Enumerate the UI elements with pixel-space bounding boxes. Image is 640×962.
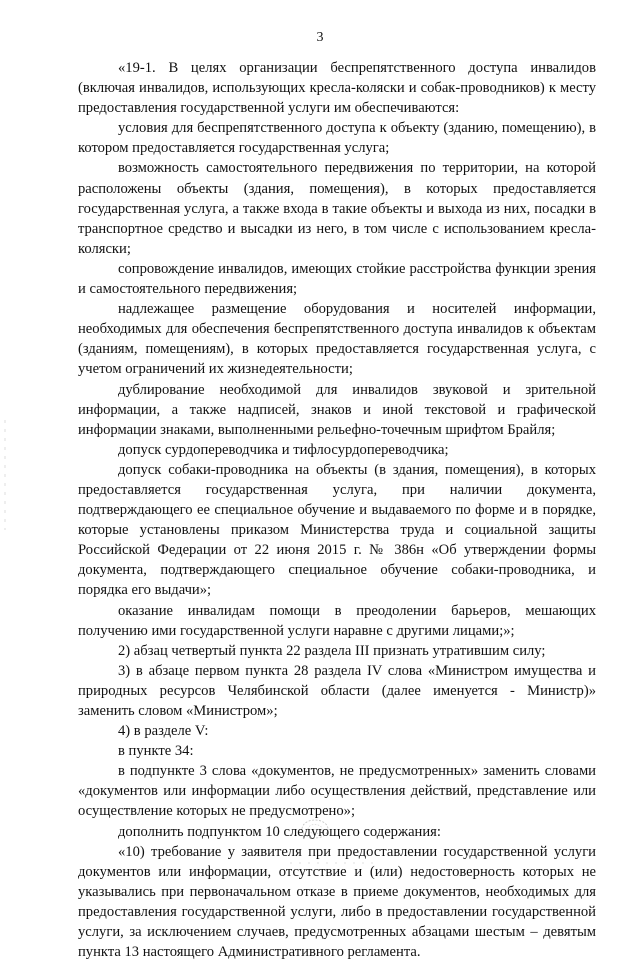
- paragraph-independent-movement: возможность самостоятельного передвижения по территории, на которой расположены объекты (здания, помещения), в которых предоставляется государственная услуга, а также входа в такие объекты и выхода из них, посадки в транспортное средство и высадки из него, в том числе с использованием кресла-коляски;: [78, 160, 596, 257]
- page-number: 3: [316, 30, 324, 45]
- paragraph-amendment-4: 4) в разделе V:: [118, 723, 209, 740]
- paragraph-add-subpoint-10: дополнить подпунктом 10 следующего содержания:: [118, 823, 441, 840]
- paragraph-barrier-assistance: оказание инвалидам помощи в преодолении барьеров, мешающих получению ими государственной услуги наравне с другими лицами;»;: [78, 602, 596, 639]
- margin-scan-mark-icon: [3, 420, 7, 530]
- paragraph-subpoint-3: в подпункте 3 слова «документов, не предусмотренных» заменить словами «документов или информации либо осуществления действий, представление или осуществление которых не предусмотрено»;: [78, 763, 596, 820]
- paragraph-sign-interpreter: допуск сурдопереводчика и тифлосурдопереводчика;: [118, 441, 449, 458]
- paragraph-amendment-3: 3) в абзаце первом пункта 28 раздела IV слова «Министром имущества и природных ресурсов Челябинской области (далее именуется - Министр)» заменить словом «Министром»;: [78, 662, 596, 719]
- scan-noise-icon: [290, 860, 380, 866]
- paragraph-point-34: в пункте 34:: [118, 743, 194, 760]
- document-body: [78, 58, 596, 962]
- stamp-mark-icon: [300, 818, 330, 840]
- paragraph-19-1-intro: «19-1. В целях организации беспрепятственного доступа инвалидов (включая инвалидов, использующих кресла-коляски и собак-проводников) к месту предоставления государственной услуги им обеспечиваются:: [78, 60, 596, 117]
- paragraph-amendment-2: 2) абзац четвертый пункта 22 раздела III признать утратившим силу;: [118, 642, 546, 659]
- paragraph-access-conditions: условия для беспрепятственного доступа к объекту (зданию, помещению), в котором предоставляется государственная услуга;: [78, 120, 596, 157]
- paragraph-information-duplication: дублирование необходимой для инвалидов звуковой и зрительной информации, а также надписей, знаков и иной текстовой и графической информации знаками, выполненными рельефно-точечным шрифтом Брайля;: [78, 381, 596, 438]
- paragraph-subpoint-10-text: «10) требование у заявителя при предоставлении государственной услуги документов или информации, отсутствие и (или) недостоверность которых не указывались при первоначальном отказе в приеме документов, необходимых для предоставления государственной услуги, либо в предоставлении государственной услуги, за исключением случаев, предусмотренных абзацами шестым – девятым пункта 13 настоящего Административного регламента.: [78, 843, 596, 961]
- paragraph-equipment-placement: надлежащее размещение оборудования и носителей информации, необходимых для обеспечения беспрепятственного доступа инвалидов к объектам (зданиям, помещениям), в которых предоставляется государственная услуга, с учетом ограничений их жизнедеятельности;: [78, 301, 596, 378]
- paragraph-escort: сопровождение инвалидов, имеющих стойкие расстройства функции зрения и самостоятельного передвижения;: [78, 260, 596, 298]
- paragraph-guide-dog: допуск собаки-проводника на объекты (в здания, помещения), в которых предоставляется государственная услуга, при наличии документа, подтверждающего ее специальное обучение и выдаваемого по форме и в порядке, которые установлены приказом Министерства труда и социальной защиты Российской Федерации от 22 июня 2015 г. № 386н «Об утверждении формы документа, подтверждающего специальное обучение собаки-проводника, и порядка его выдачи»;: [78, 461, 596, 599]
